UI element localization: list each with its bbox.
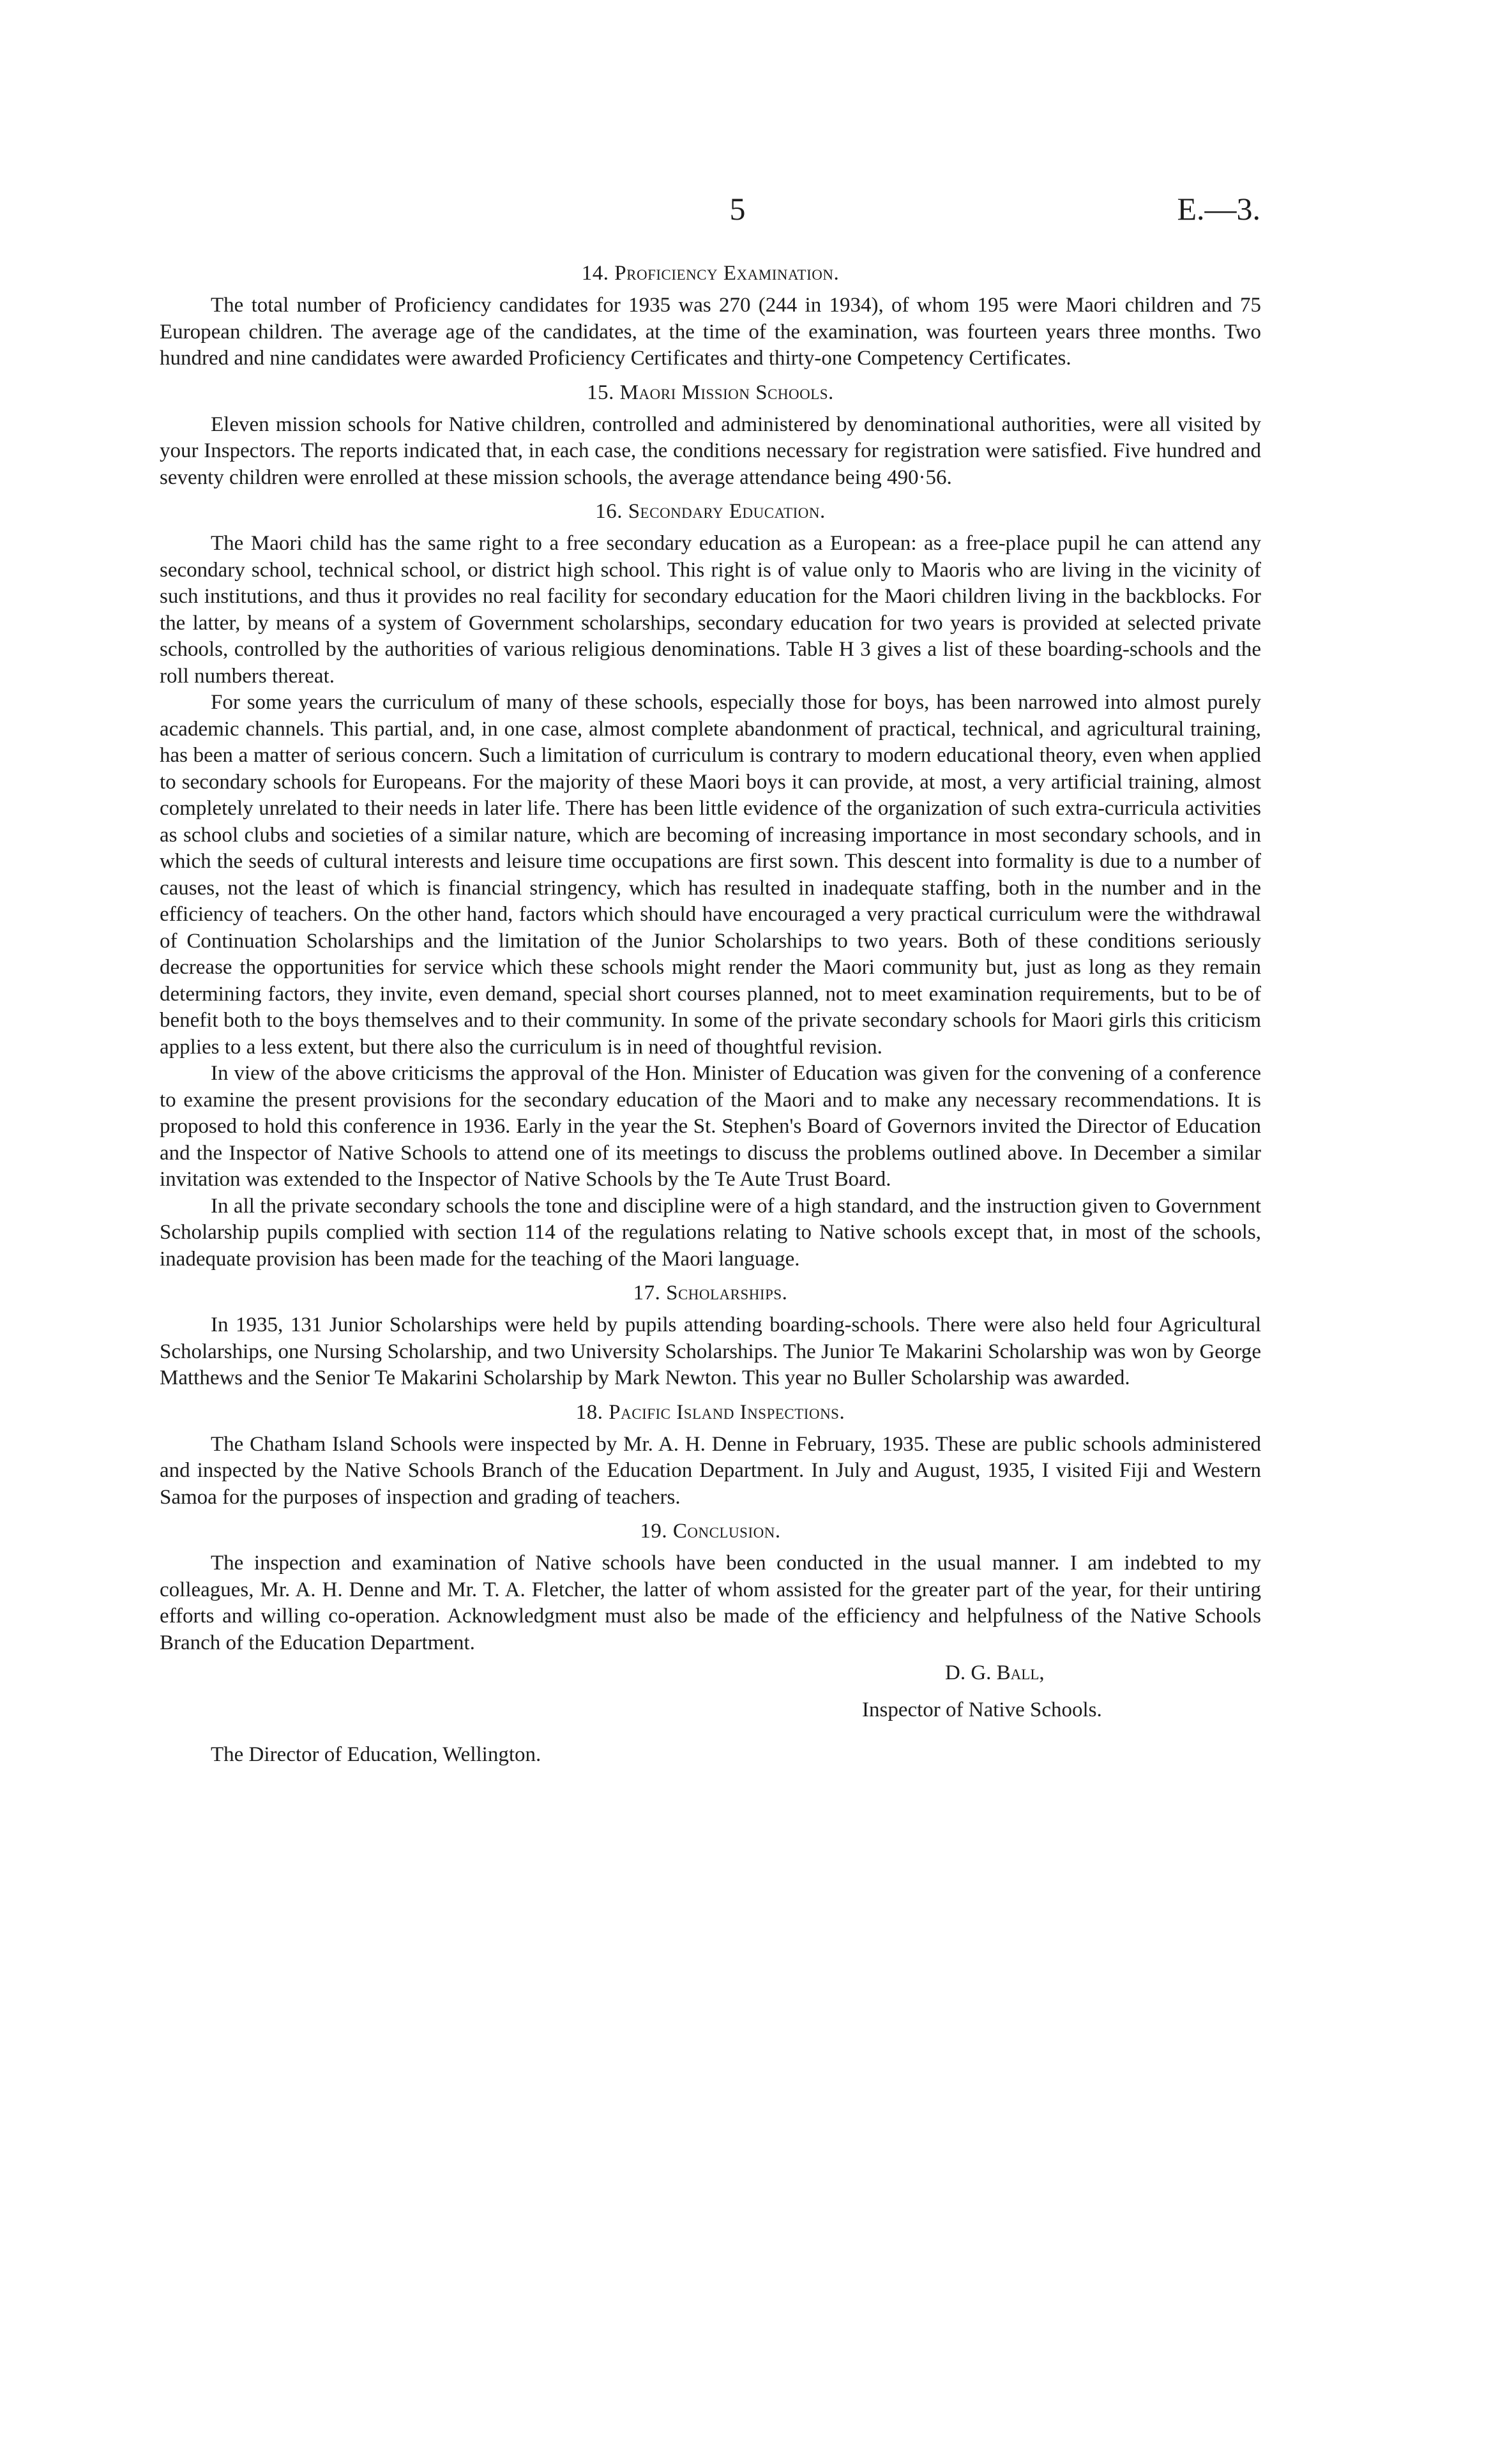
- paragraph: In 1935, 131 Junior Scholarships were held by pupils attending boarding-schools. There were also held four Agricultural Scholarships, one Nursing Scholarship, and two University Scholarships. The Junior Te Makarini Scholarship was won by George Matthews and the Senior Te Makarini Scholarship by Mark Newton. This year no Buller Scholarship was awarded.: [160, 1313, 1261, 1389]
- paragraph: In view of the above criticisms the approval of the Hon. Minister of Education was given for the convening of a conference to examine the present provisions for the secondary education of the Maori and to make any necessary recommendations. It is proposed to hold this conference in 1936. Early in the year the St. Stephen's Board of Governors invited the Director of Education and the Inspector of Native Schools to attend one of its meetings to discuss the problems outlined above. In December a similar invitation was extended to the Inspector of Native Schools by the Te Aute Trust Board.: [160, 1062, 1261, 1191]
- section-heading: 14. Proficiency Examination.: [581, 262, 840, 285]
- signatory-name: D. G. Ball,: [945, 1661, 1045, 1684]
- section-heading: 19. Conclusion.: [640, 1520, 781, 1543]
- section-conclusion: [160, 1517, 1261, 1656]
- section-secondary-education: [160, 497, 1261, 1273]
- signature-block: [160, 1659, 1261, 1787]
- paragraph: The Maori child has the same right to a free secondary education as a European: as a free-place pupil he can attend any secondary school, technical school, or district high school. This right is of value only to Maoris who are living in the vicinity of such institutions, and thus it provides no real facility for secondary education for the Maori children living in the backblocks. For the latter, by means of a system of Government scholarships, secondary education for two years is provided at selected private schools, controlled by the authorities of various religious denominations. Table H 3 gives a list of these boarding-schools and the roll numbers thereat.: [160, 532, 1261, 688]
- section-heading: 16. Secondary Education.: [595, 500, 826, 523]
- section-maori-mission-schools: [160, 379, 1261, 492]
- document-reference: E.—3.: [1177, 191, 1260, 227]
- section-proficiency-examination: [160, 259, 1261, 372]
- section-scholarships: [160, 1279, 1261, 1392]
- section-heading: 18. Pacific Island Inspections.: [575, 1400, 845, 1424]
- signatory-title: Inspector of Native Schools.: [862, 1698, 1102, 1721]
- paragraph: For some years the curriculum of many of these schools, especially those for boys, has been narrowed into almost purely academic channels. This partial, and, in one case, almost complete abandonment of practical, technical, and agricultural training, has been a matter of serious concern. Such a limitation of curriculum is contrary to modern educational theory, even when applied to secondary schools for Europeans. For the majority of these Maori boys it can provide, at most, a very artificial training, almost completely unrelated to their needs in later life. There has been little evidence of the organization of such extra-curricula activities as school clubs and societies of a similar nature, which are becoming of increasing importance in most secondary schools, and in which the seeds of cultural interests and leisure time occupations are first sown. This descent into formality is due to a number of causes, not the least of which is financial stringency, which has resulted in inadequate staffing, both in the number and in the efficiency of teachers. On the other hand, factors which should have encouraged a very practical curriculum were the withdrawal of Continuation Scholarships and the limitation of the Junior Scholarships to two years. Both of these conditions seriously decrease the opportunities for service which these schools might render the Maori community but, just as long as they remain determining factors, they invite, even demand, special short courses planned, not to meet examination requirements, but to be of benefit both to the boys themselves and to their community. In some of the private secondary schools for Maori girls this criticism applies to a less extent, but there also the curriculum is in need of thoughtful revision.: [160, 691, 1261, 1059]
- paragraph: The total number of Proficiency candidates for 1935 was 270 (244 in 1934), of whom 195 were Maori children and 75 European children. The average age of the candidates, at the time of the examination, was fourteen years three months. Two hundred and nine candidates were awarded Proficiency Certificates and thirty-one Competency Certificates.: [160, 294, 1261, 370]
- paragraph: The Chatham Island Schools were inspected by Mr. A. H. Denne in February, 1935. These are public schools administered and inspected by the Native Schools Branch of the Education Department. In July and August, 1935, I visited Fiji and Western Samoa for the purposes of inspection and grading of teachers.: [160, 1432, 1261, 1509]
- paragraph: The inspection and examination of Native schools have been conducted in the usual manner. I am indebted to my colleagues, Mr. A. H. Denne and Mr. T. A. Fletcher, the latter of whom assisted for the greater part of the year, for their untiring efforts and willing co-operation. Acknowledgment must also be made of the efficiency and helpfulness of the Native Schools Branch of the Education Department.: [160, 1552, 1261, 1654]
- section-pacific-island-inspections: [160, 1398, 1261, 1511]
- addressee: The Director of Education, Wellington.: [211, 1743, 541, 1766]
- document-body: [160, 253, 1261, 1787]
- paragraph: In all the private secondary schools the tone and discipline were of a high standard, and the instruction given to Government Scholarship pupils complied with section 114 of the regulations relating to Native schools except that, in most of the schools, inadequate provision has been made for the teaching of the Maori language.: [160, 1194, 1261, 1271]
- page-number: 5: [729, 191, 746, 227]
- section-heading: 15. Maori Mission Schools.: [587, 381, 834, 404]
- paragraph: Eleven mission schools for Native children, controlled and administered by denominational authorities, were all visited by your Inspectors. The reports indicated that, in each case, the conditions necessary for registration were satisfied. Five hundred and seventy children were enrolled at these mission schools, the average attendance being 490·56.: [160, 412, 1261, 489]
- section-heading: 17. Scholarships.: [633, 1281, 788, 1304]
